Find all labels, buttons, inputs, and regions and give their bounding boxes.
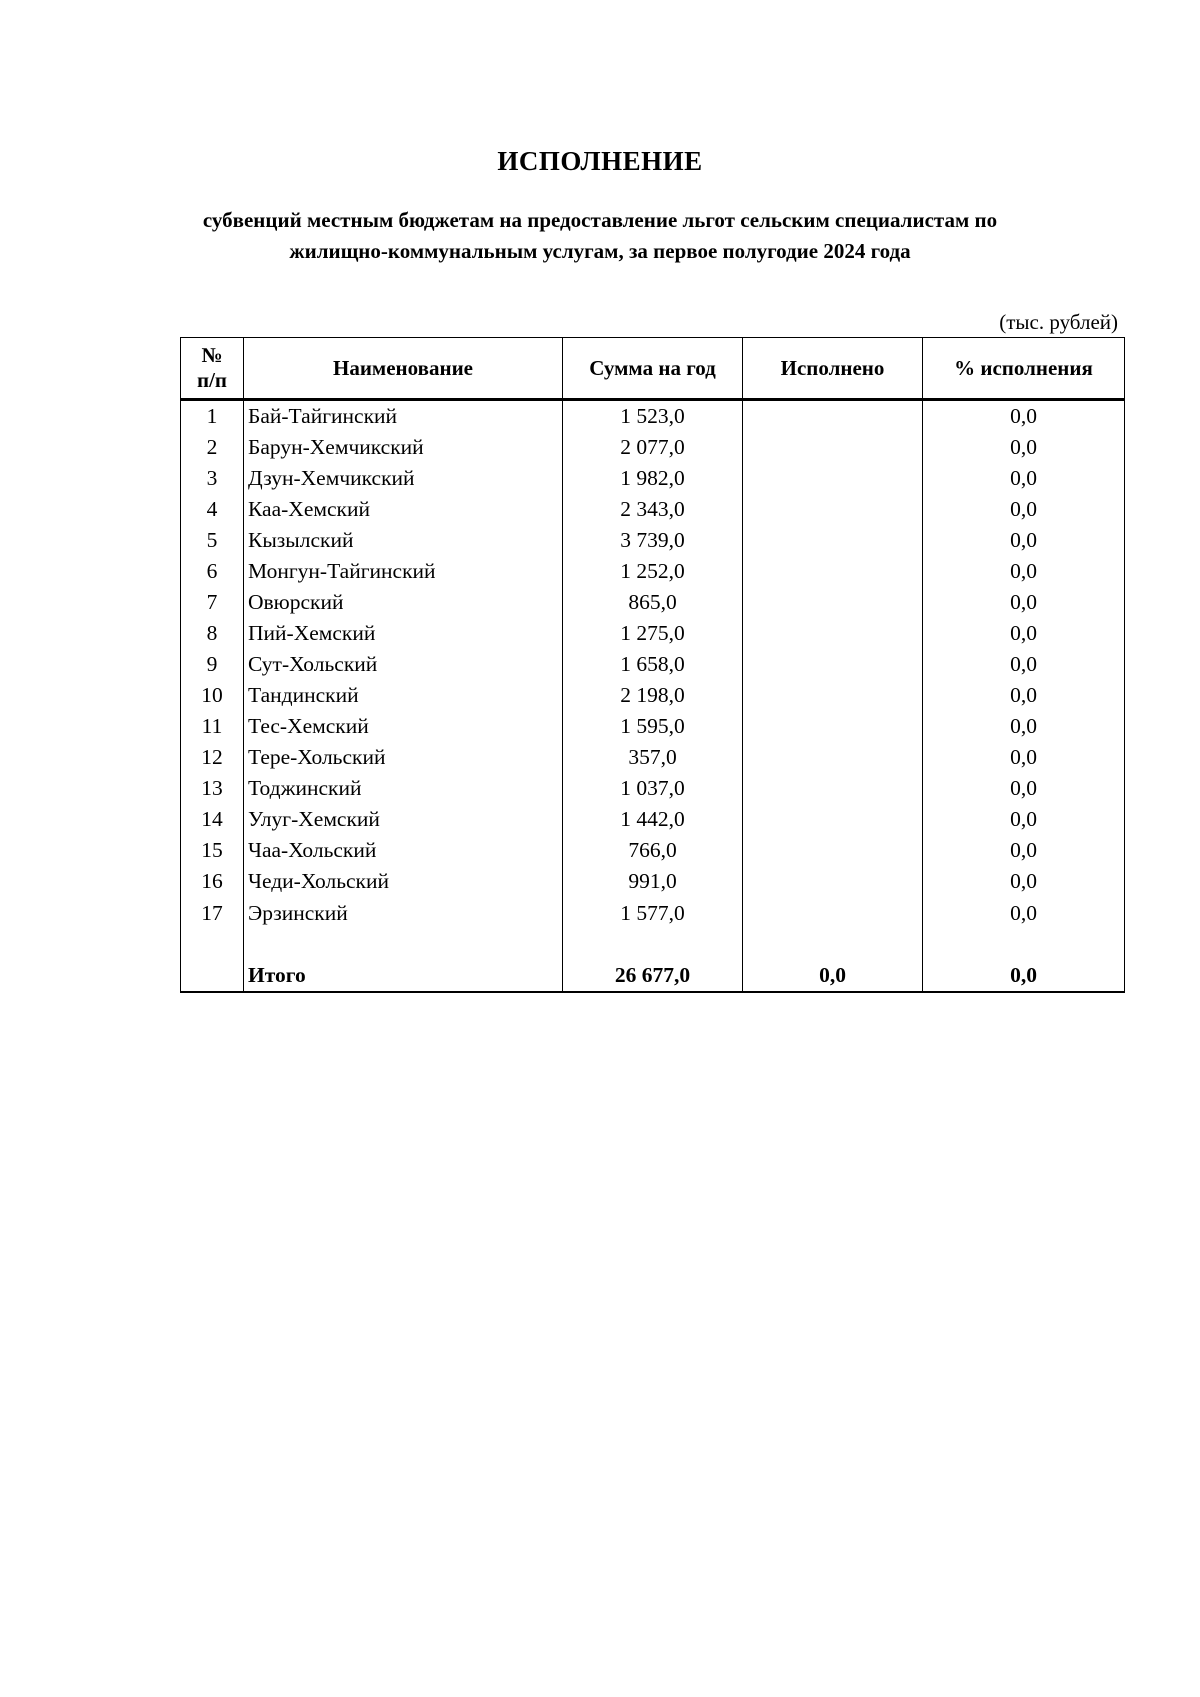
row-num: 11 [181, 711, 244, 742]
row-pct: 0,0 [923, 618, 1125, 649]
row-done [743, 400, 923, 433]
row-name: Барун-Хемчикский [244, 432, 563, 463]
row-pct: 0,0 [923, 400, 1125, 433]
execution-table [180, 337, 1125, 993]
row-num: 9 [181, 649, 244, 680]
row-done [743, 680, 923, 711]
row-done [743, 866, 923, 897]
total-label: Итого [244, 960, 563, 992]
table-row [181, 897, 1125, 930]
row-done [743, 897, 923, 930]
row-num: 5 [181, 525, 244, 556]
row-pct: 0,0 [923, 680, 1125, 711]
row-num: 7 [181, 587, 244, 618]
row-sum: 1 577,0 [563, 897, 743, 930]
row-name: Монгун-Тайгинский [244, 556, 563, 587]
row-done [743, 835, 923, 866]
row-pct: 0,0 [923, 525, 1125, 556]
row-name: Сут-Хольский [244, 649, 563, 680]
header-done: Исполнено [743, 338, 923, 400]
table-row [181, 525, 1125, 556]
table-row [181, 587, 1125, 618]
row-num: 3 [181, 463, 244, 494]
row-name: Чеди-Хольский [244, 866, 563, 897]
row-pct: 0,0 [923, 804, 1125, 835]
row-sum: 1 442,0 [563, 804, 743, 835]
table-row [181, 773, 1125, 804]
table-header-row [181, 338, 1125, 400]
row-done [743, 742, 923, 773]
row-num: 4 [181, 494, 244, 525]
row-sum: 3 739,0 [563, 525, 743, 556]
row-sum: 1 275,0 [563, 618, 743, 649]
units-label: (тыс. рублей) [999, 310, 1118, 334]
row-name: Эрзинский [244, 897, 563, 930]
row-sum: 865,0 [563, 587, 743, 618]
total-sum: 26 677,0 [563, 960, 743, 992]
table-row [181, 835, 1125, 866]
table-row [181, 680, 1125, 711]
row-num: 10 [181, 680, 244, 711]
table-row [181, 649, 1125, 680]
row-sum: 1 658,0 [563, 649, 743, 680]
row-pct: 0,0 [923, 649, 1125, 680]
row-pct: 0,0 [923, 742, 1125, 773]
subtitle-line-1: субвенций местным бюджетам на предоставление льгот сельским специалистам по [202, 208, 998, 232]
table-row [181, 804, 1125, 835]
row-num: 6 [181, 556, 244, 587]
row-name: Чаа-Хольский [244, 835, 563, 866]
table-row [181, 400, 1125, 433]
row-name: Овюрский [244, 587, 563, 618]
header-sum: Сумма на год [563, 338, 743, 400]
row-pct: 0,0 [923, 587, 1125, 618]
row-sum: 357,0 [563, 742, 743, 773]
total-pct: 0,0 [923, 960, 1125, 992]
row-num: 12 [181, 742, 244, 773]
row-name: Тандинский [244, 680, 563, 711]
row-num: 8 [181, 618, 244, 649]
total-num [181, 960, 244, 992]
row-sum: 1 523,0 [563, 400, 743, 433]
row-done [743, 649, 923, 680]
row-name: Тес-Хемский [244, 711, 563, 742]
table-row [181, 432, 1125, 463]
row-name: Каа-Хемский [244, 494, 563, 525]
document-title: ИСПОЛНЕНИЕ [497, 146, 703, 176]
row-name: Кызылский [244, 525, 563, 556]
header-num-line-2: п/п [196, 368, 228, 392]
row-sum: 1 252,0 [563, 556, 743, 587]
header-num-line-1: № [201, 343, 223, 367]
table-row [181, 463, 1125, 494]
table-row [181, 494, 1125, 525]
subtitle-line-2: жилищно-коммунальным услугам, за первое полугодие 2024 года [289, 239, 911, 263]
row-pct: 0,0 [923, 556, 1125, 587]
row-sum: 1 982,0 [563, 463, 743, 494]
row-done [743, 525, 923, 556]
row-pct: 0,0 [923, 711, 1125, 742]
row-done [743, 804, 923, 835]
row-done [743, 494, 923, 525]
row-name: Тоджинский [244, 773, 563, 804]
row-done [743, 463, 923, 494]
row-done [743, 711, 923, 742]
row-sum: 1 595,0 [563, 711, 743, 742]
row-num: 13 [181, 773, 244, 804]
row-pct: 0,0 [923, 897, 1125, 930]
table-spacer-row [181, 930, 1125, 960]
row-done [743, 618, 923, 649]
row-num: 2 [181, 432, 244, 463]
row-num: 14 [181, 804, 244, 835]
row-done [743, 773, 923, 804]
row-sum: 1 037,0 [563, 773, 743, 804]
row-name: Улуг-Хемский [244, 804, 563, 835]
row-done [743, 432, 923, 463]
row-sum: 766,0 [563, 835, 743, 866]
table-row [181, 866, 1125, 897]
row-done [743, 556, 923, 587]
row-num: 15 [181, 835, 244, 866]
row-sum: 991,0 [563, 866, 743, 897]
row-sum: 2 198,0 [563, 680, 743, 711]
header-name: Наименование [244, 338, 563, 400]
table-total-row [181, 960, 1125, 992]
row-num: 1 [181, 400, 244, 433]
header-num [181, 338, 244, 400]
table-body [181, 400, 1125, 993]
row-num: 16 [181, 866, 244, 897]
row-sum: 2 077,0 [563, 432, 743, 463]
table-row [181, 556, 1125, 587]
row-name: Бай-Тайгинский [244, 400, 563, 433]
row-done [743, 587, 923, 618]
row-pct: 0,0 [923, 432, 1125, 463]
row-pct: 0,0 [923, 835, 1125, 866]
table-row [181, 711, 1125, 742]
row-num: 17 [181, 897, 244, 930]
header-pct: % исполнения [923, 338, 1125, 400]
document-subtitle [150, 205, 1050, 267]
table-row [181, 742, 1125, 773]
row-name: Пий-Хемский [244, 618, 563, 649]
row-pct: 0,0 [923, 773, 1125, 804]
table-row [181, 618, 1125, 649]
row-pct: 0,0 [923, 866, 1125, 897]
total-done: 0,0 [743, 960, 923, 992]
row-sum: 2 343,0 [563, 494, 743, 525]
row-name: Дзун-Хемчикский [244, 463, 563, 494]
row-name: Тере-Хольский [244, 742, 563, 773]
row-pct: 0,0 [923, 494, 1125, 525]
row-pct: 0,0 [923, 463, 1125, 494]
